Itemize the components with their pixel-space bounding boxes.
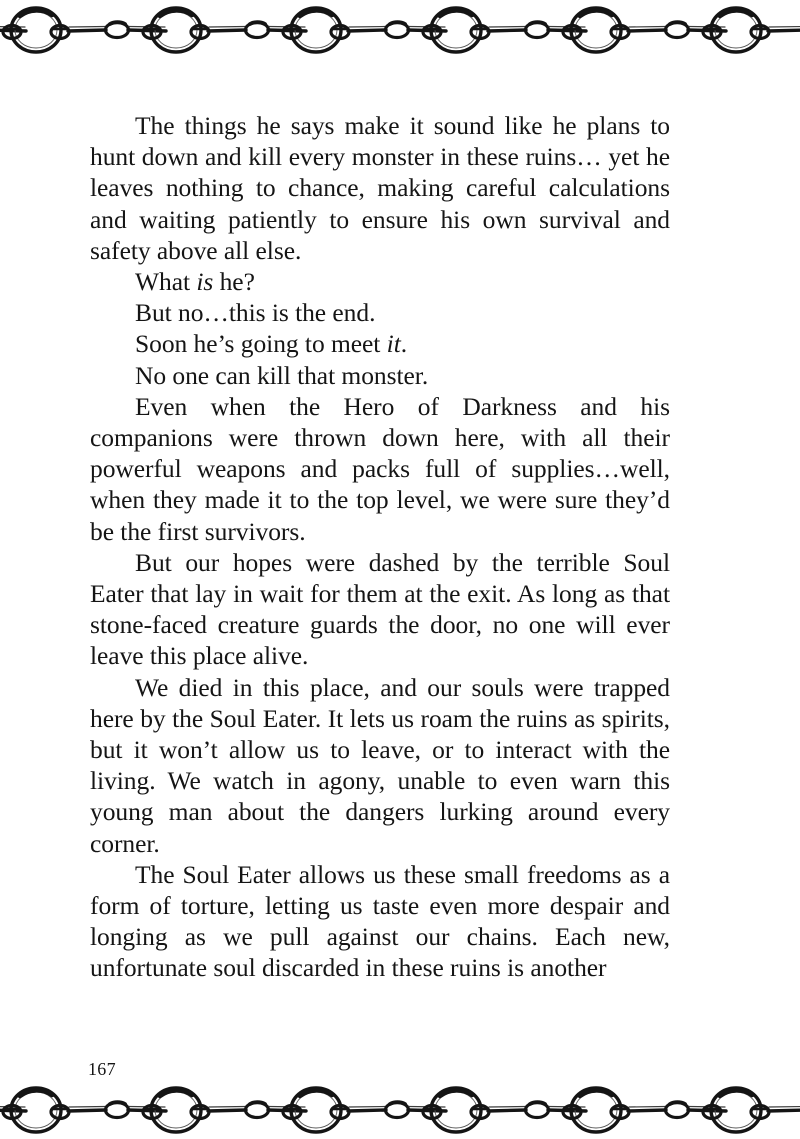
chain-divider-bottom-icon [0,1084,800,1136]
paragraph [90,266,670,297]
paragraph-segment: . [400,329,408,359]
chain-link-group [0,1088,800,1132]
paragraph-emphasis: is [196,267,214,297]
paragraph-emphasis: it [386,329,401,359]
paragraph: The things he says make it sound like he plans to hunt down and kill every monster in these ruins… yet he leaves nothing to chance, making careful calculations and waiting patiently to ensure his own survival and safety above all else. [90,111,670,265]
paragraph-segment: What [135,267,197,297]
chain-divider-top-icon [0,4,800,56]
page-number: 167 [88,1059,116,1079]
paragraph: But our hopes were dashed by the terrible Soul Eater that lay in wait for them at the exit. As long as that stone-faced creature guards the door, no one will ever leave this place alive. [90,547,670,671]
paragraph: The Soul Eater allows us these small freedoms as a form of torture, letting us taste even more despair and longing as we pull against our chains. Each new, unfortunate soul discarded in these ruins is another [90,859,670,983]
paragraph [90,328,670,359]
paragraph-segment: he? [213,267,255,297]
paragraph: But no…this is the end. [135,298,376,328]
paragraph: Even when the Hero of Darkness and his companions were thrown down here, with all their powerful weapons and packs full of supplies…well, when they made it to the top level, we were sure they’d be the first survivors. [90,391,670,546]
paragraph: We died in this place, and our souls were trapped here by the Soul Eater. It lets us roam the ruins as spirits, but it won’t allow us to leave, or to interact with the living. We watch in agony, unable to even warn this young man about the dangers lurking around every corner. [90,672,670,858]
chain-link-group [0,8,800,52]
paragraph: No one can kill that monster. [135,360,429,390]
page-text-column [90,110,670,984]
paragraph-segment: Soon he’s going to meet [135,329,387,359]
